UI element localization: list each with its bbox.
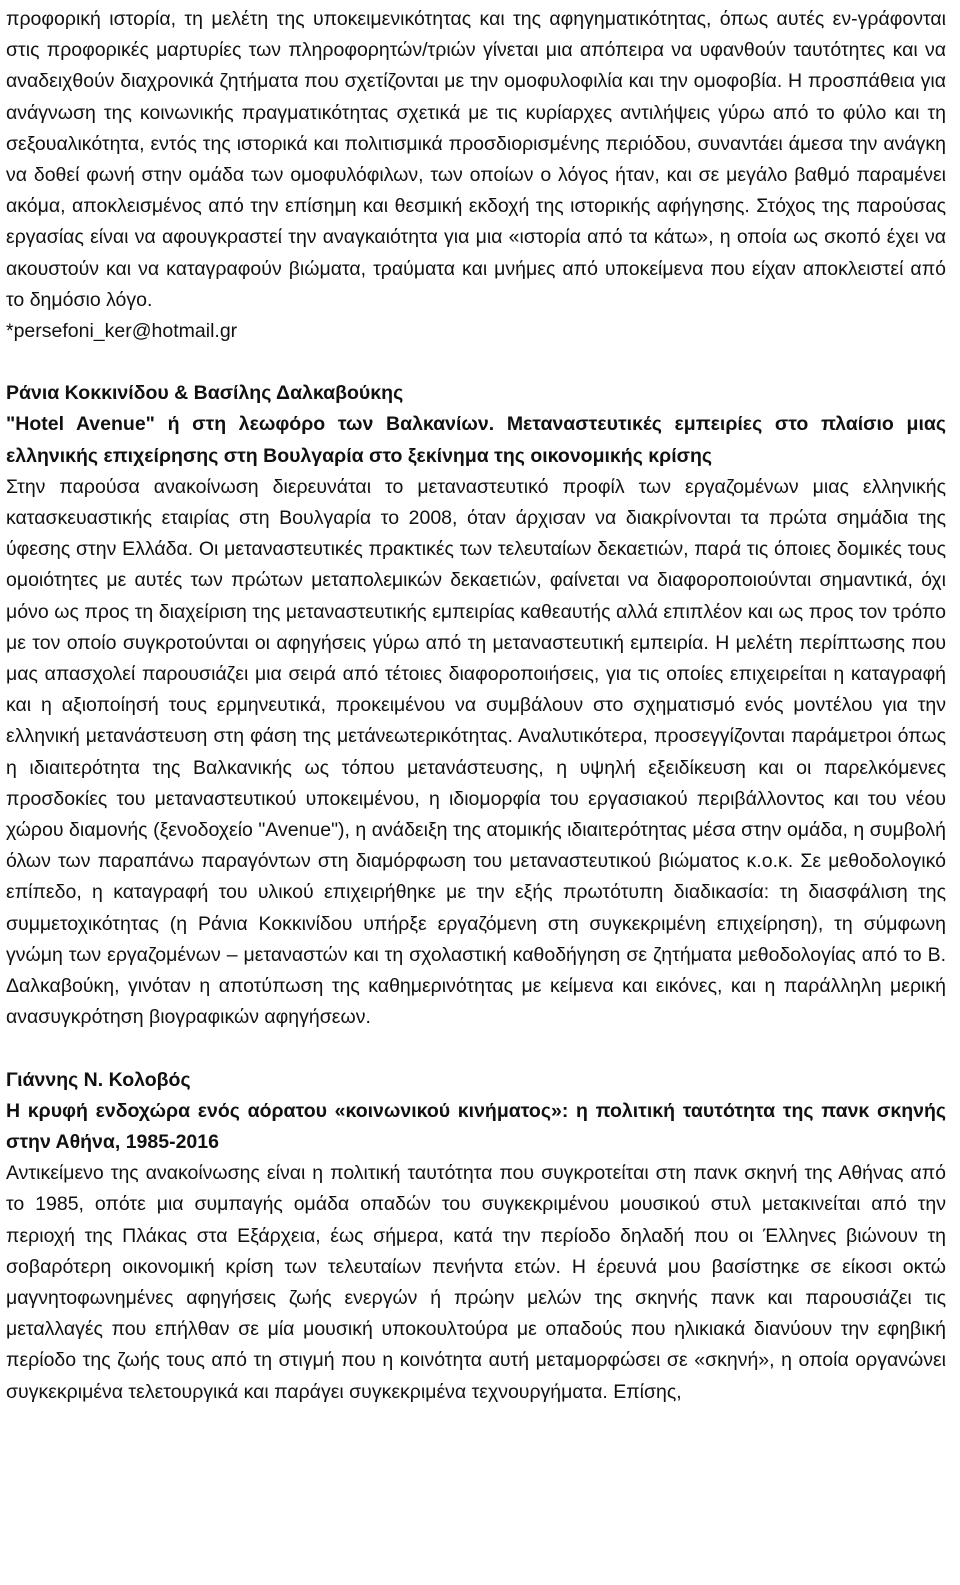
section-title: Η κρυφή ενδοχώρα ενός αόρατου «κοινωνικού κινήματος»: η πολιτική ταυτότητα της πανκ σκηνής στην Αθήνα, 1985-2016 <box>6 1099 946 1153</box>
section-title: "Hotel Avenue" ή στη λεωφόρο των Βαλκανίων. Μεταναστευτικές εμπειρίες στο πλαίσιο μιας ελληνικής επιχείρησης στη Βουλγαρία στο ξεκίνημα της οικονομικής κρίσης <box>6 413 946 467</box>
section-authors: Γιάννης Ν. Κολοβός <box>6 1068 191 1091</box>
section-authors: Ράνια Κοκκινίδου & Βασίλης Δαλκαβούκης <box>6 382 404 405</box>
section-spacer <box>6 1034 946 1065</box>
author-email: *persefoni_ker@hotmail.gr <box>6 320 238 343</box>
abstract-paragraph: προφορική ιστορία, τη μελέτη της υποκειμενικότητας και της αφηγηματικότητας, όπως αυτές εν-γράφονται στις προφορικές μαρτυρίες των πληροφορητών/τριών γίνεται μια απόπειρα να υφανθούν ταυτότητες και να αναδειχθούν διαχρονικά ζητήματα που σχετίζονται με την ομοφυλοφιλία και την ομοφοβία. Η προσπάθεια για ανάγνωση της κοινωνικής πραγματικότητας σχετικά με τις κυρίαρχες αντιλήψεις γύρω από το φύλο και τη σεξουαλικότητα, εντός της ιστορικά και πολιτισμικά προσδιορισμένης περιόδου, συναντάει άμεσα την ανάγκη να δοθεί φωνή στην ομάδα των ομοφυλόφιλων, των οποίων ο λόγος ήταν, και σε μεγάλο βαθμό παραμένει ακόμα, αποκλεισμένος από την επίσημη και θεσμική εκδοχή της ιστορικής αφήγησης. Στόχος της παρούσας εργασίας είναι να αφουγκραστεί την αναγκαιότητα για μια «ιστορία από τα κάτω», η οποία ως σκοπό έχει να ακουστούν και να καταγραφούν βιώματα, τραύματα και μνήμες από υποκείμενα που είχαν αποκλειστεί από το δημόσιο λόγο. <box>6 8 946 311</box>
section-spacer <box>6 347 946 378</box>
abstract-paragraph: Στην παρούσα ανακοίνωση διερευνάται το μεταναστευτικό προφίλ των εργαζομένων μιας ελληνικής κατασκευαστικής εταιρίας στη Βουλγαρία το 2008, όταν άρχισαν να διακρίνονται τα πρώτα σημάδια της ύφεσης στην Ελλάδα. Οι μεταναστευτικές πρακτικές των τελευταίων δεκαετιών, παρά τις όποιες δομικές τους ομοιότητες με αυτές των πρώτων μεταπολεμικών δεκαετιών, φαίνεται να διαφοροποιούνται σημαντικά, όχι μόνο ως προς τη διαχείριση της μεταναστευτικής εμπειρίας καθεαυτής αλλά επιπλέον και ως προς τον τρόπο με τον οποίο συγκροτούνται οι αφηγήσεις γύρω από τη μεταναστευτική εμπειρία. Η μελέτη περίπτωσης που μας απασχολεί παρουσιάζει μια σειρά από τέτοιες διαφοροποιήσεις, για τις οποίες επιχειρείται η καταγραφή και η αξιοποίησή τους ερμηνευτικά, προκειμένου να συμβάλουν στο σχηματισμό ενός μοντέλου για την ελληνική μετανάστευση στη φάση της μετάνεωτερικότητας. Αναλυτικότερα, προσεγγίζονται παράμετροι όπως η ιδιαιτερότητα της Βαλκανικής ως τόπου μετανάστευσης, η υψηλή εξειδίκευση και οι παρελκόμενες προσδοκίες του μεταναστευτικού υποκειμένου, η ιδιομορφία του εργασιακού περιβάλλοντος και του νέου χώρου διαμονής (ξενοδοχείο "Avenue"), η ανάδειξη της ατομικής ιδιαιτερότητας μέσα στην ομάδα, η συμβολή όλων των παραπάνω παραγόντων στη διαμόρφωση του μεταναστευτικού βιώματος κ.ο.κ. Σε μεθοδολογικό επίπεδο, η καταγραφή του υλικού επιχειρήθηκε με την εξής πρωτότυπη διαδικασία: τη διασφάλιση της συμμετοχικότητας (η Ράνια Κοκκινίδου υπήρξε εργαζόμενη στη συγκεκριμένη επιχείρηση), τη σύμφωνη γνώμη των εργαζομένων – μεταναστών και τη σχολαστική καθοδήγηση σε ζητήματα μεθοδολογίας από το Β. Δαλκαβούκη, γινόταν η αποτύπωση της καθημερινότητας με κείμενα και εικόνες, και η παράλληλη μερική ανασυγκρότηση βιογραφικών αφηγήσεων. <box>6 475 946 1029</box>
document-page <box>6 0 946 1408</box>
abstract-paragraph: Αντικείμενο της ανακοίνωσης είναι η πολιτική ταυτότητα που συγκροτείται στη πανκ σκηνή της Αθήνας από το 1985, οπότε μια συμπαγής ομάδα οπαδών του συγκεκριμένου μουσικού στυλ μετακινείται από την περιοχή της Πλάκας στα Εξάρχεια, έως σήμερα, κατά την περίοδο δηλαδή που οι Έλληνες βιώνουν τη σοβαρότερη οικονομική κρίση των τελευταίων πενήντα ετών. Η έρευνά μου βασίστηκε σε είκοσι οκτώ μαγνητοφωνημένες αφηγήσεις ζωής ενεργών ή πρώην μελών της σκηνής πανκ και παρουσιάζει τις μεταλλαγές που επήλθαν σε μία μουσική υποκουλτούρα με οπαδούς που ηλικιακά διανύουν την εφηβική περίοδο της ζωής τους από τη στιγμή που η κοινότητα αυτή μεταμορφώσει σε «σκηνή», η οποία οργανώνει συγκεκριμένα τελετουργικά και παράγει συγκεκριμένα τεχνουργήματα. Επίσης, <box>6 1162 946 1403</box>
